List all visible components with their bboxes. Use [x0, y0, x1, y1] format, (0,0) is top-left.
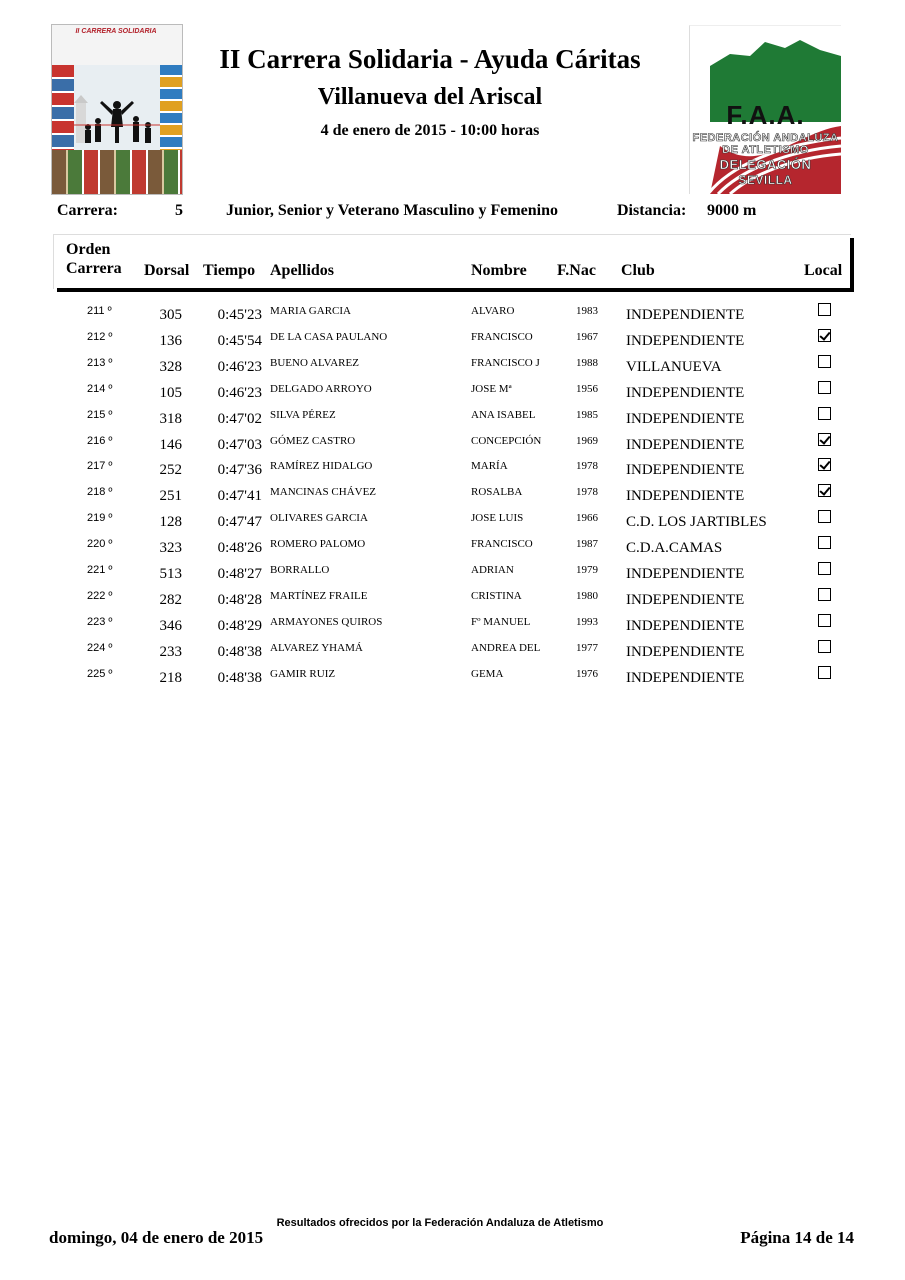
footer-note: Resultados ofrecidos por la Federación Andaluza de Atletismo: [276, 1217, 604, 1229]
cell-apellidos: GAMIR RUIZ: [270, 667, 336, 680]
cell-club: INDEPENDIENTE: [626, 591, 745, 608]
col-header-fnac: F.Nac: [557, 262, 596, 279]
cell-fnac: 1983: [576, 305, 598, 317]
cell-dorsal: 305: [159, 307, 182, 323]
cell-apellidos: MANCINAS CHÁVEZ: [270, 486, 377, 499]
faa-logo: [689, 25, 841, 194]
cell-nombre: CRISTINA: [471, 589, 522, 602]
cell-nombre: FRANCISCO J: [471, 356, 540, 369]
cell-fnac: 1988: [576, 356, 598, 369]
cell-nombre: MARÍA: [471, 460, 508, 473]
cell-club: INDEPENDIENTE: [626, 488, 745, 505]
table-row: [0, 354, 905, 380]
table-row: [0, 406, 905, 432]
table-row: [0, 639, 905, 665]
cell-fnac: 1976: [576, 667, 598, 680]
cell-orden: 215 º: [87, 408, 113, 421]
cell-tiempo: 0:46'23: [217, 384, 262, 401]
logo-text-line: DELEGACIÓN: [719, 157, 812, 172]
cell-club: C.D. LOS JARTIBLES: [626, 514, 767, 531]
cell-dorsal: 513: [159, 566, 182, 582]
local-checkbox[interactable]: [818, 588, 831, 601]
col-header-nombre: Nombre: [471, 262, 527, 279]
cell-fnac: 1966: [576, 512, 598, 525]
cell-tiempo: 0:48'29: [217, 617, 262, 634]
cell-dorsal: 323: [159, 540, 182, 557]
logo-text-line: SEVILLA: [738, 173, 793, 187]
cell-tiempo: 0:48'38: [217, 669, 262, 686]
cell-apellidos: OLIVARES GARCIA: [270, 512, 368, 525]
cell-tiempo: 0:48'26: [217, 540, 262, 557]
runners-silhouette-icon: [74, 95, 160, 150]
cell-club: INDEPENDIENTE: [626, 332, 745, 349]
cell-dorsal: 328: [159, 358, 182, 375]
cell-tiempo: 0:45'23: [217, 307, 262, 323]
event-location: Villanueva del Ariscal: [317, 84, 543, 110]
footer-date: domingo, 04 de enero de 2015: [49, 1228, 264, 1247]
cell-apellidos: MARTÍNEZ FRAILE: [270, 589, 368, 602]
cell-apellidos: BORRALLO: [270, 564, 330, 576]
logo-text-line: FEDERACIÓN ANDALUZA: [692, 132, 839, 144]
table-row: [0, 457, 905, 483]
cell-nombre: ANA ISABEL: [471, 408, 536, 421]
col-header-dorsal: Dorsal: [144, 262, 190, 279]
table-row: [0, 587, 905, 613]
local-checkbox[interactable]: [818, 536, 831, 549]
event-poster-image: [51, 24, 183, 195]
table-row: [0, 380, 905, 406]
cell-club: VILLANUEVA: [626, 358, 722, 375]
local-checkbox-checked[interactable]: [818, 433, 831, 446]
cell-fnac: 1977: [576, 641, 598, 654]
cell-dorsal: 136: [159, 332, 182, 349]
cell-tiempo: 0:47'41: [217, 488, 262, 505]
cell-orden: 213 º: [87, 356, 113, 369]
logo-abbreviation: F.A.A.: [726, 100, 805, 130]
cell-fnac: 1993: [576, 615, 598, 628]
cell-club: INDEPENDIENTE: [626, 462, 745, 479]
cell-fnac: 1985: [576, 408, 598, 421]
cell-club: INDEPENDIENTE: [626, 669, 745, 686]
cell-fnac: 1979: [576, 564, 598, 576]
cell-orden: 212 º: [87, 330, 113, 343]
cell-apellidos: ROMERO PALOMO: [270, 538, 366, 551]
cell-nombre: ALVARO: [471, 305, 515, 317]
cell-tiempo: 0:47'03: [217, 436, 262, 453]
cell-orden: 214 º: [87, 382, 113, 395]
col-header-tiempo: Tiempo: [203, 262, 256, 279]
cell-club: INDEPENDIENTE: [626, 307, 745, 323]
poster-sponsor-logos: [52, 150, 182, 194]
cell-orden: 225 º: [87, 667, 113, 680]
header-shadow: [57, 288, 854, 292]
cell-orden: 218 º: [87, 486, 113, 499]
cell-orden: 223 º: [87, 615, 113, 628]
cell-tiempo: 0:48'38: [217, 643, 262, 660]
cell-apellidos: ALVAREZ YHAMÁ: [270, 641, 363, 654]
local-checkbox[interactable]: [818, 666, 831, 679]
race-label: Carrera:: [57, 202, 118, 219]
cell-tiempo: 0:47'36: [217, 462, 262, 479]
cell-tiempo: 0:47'02: [217, 410, 262, 427]
cell-dorsal: 251: [159, 488, 182, 505]
cell-orden: 222 º: [87, 589, 113, 602]
local-checkbox[interactable]: [818, 381, 831, 394]
cell-nombre: Fº MANUEL: [471, 615, 531, 628]
cell-orden: 211 º: [87, 305, 112, 317]
page-number: Página 14 de 14: [740, 1228, 854, 1247]
cell-apellidos: SILVA PÉREZ: [270, 408, 336, 421]
local-checkbox[interactable]: [818, 303, 831, 316]
cell-club: INDEPENDIENTE: [626, 410, 745, 427]
cell-orden: 221 º: [87, 564, 113, 576]
cell-tiempo: 0:45'54: [217, 332, 262, 349]
cell-dorsal: 105: [159, 384, 182, 401]
cell-fnac: 1980: [576, 589, 598, 602]
cell-nombre: FRANCISCO: [471, 330, 533, 343]
cell-fnac: 1967: [576, 330, 598, 343]
table-row: [0, 665, 905, 691]
col-header-carrera: Carrera: [66, 260, 122, 277]
cell-tiempo: 0:48'28: [217, 591, 262, 608]
col-header-local: Local: [804, 262, 843, 279]
col-header-club: Club: [621, 262, 655, 279]
poster-title: II CARRERA SOLIDARIA: [75, 28, 157, 35]
cell-dorsal: 146: [159, 436, 182, 453]
table-row: [0, 483, 905, 509]
col-header-apellidos: Apellidos: [270, 262, 335, 279]
local-checkbox-checked[interactable]: [818, 458, 831, 471]
cell-fnac: 1969: [576, 434, 598, 447]
cell-dorsal: 218: [159, 669, 182, 686]
cell-dorsal: 128: [159, 514, 182, 531]
local-checkbox[interactable]: [818, 510, 831, 523]
table-row: [0, 302, 905, 328]
cell-orden: 220 º: [87, 538, 113, 551]
event-datetime: 4 de enero de 2015 - 10:00 horas: [320, 122, 540, 139]
cell-dorsal: 252: [159, 462, 182, 479]
cell-club: INDEPENDIENTE: [626, 566, 745, 582]
local-checkbox[interactable]: [818, 640, 831, 653]
cell-apellidos: MARIA GARCIA: [270, 305, 351, 317]
cell-nombre: ANDREA DEL: [471, 641, 541, 654]
cell-club: INDEPENDIENTE: [626, 384, 745, 401]
cell-dorsal: 282: [159, 591, 182, 608]
cell-fnac: 1956: [576, 382, 598, 395]
cell-nombre: GEMA: [471, 667, 504, 680]
cell-nombre: CONCEPCIÓN: [471, 434, 542, 447]
cell-nombre: ROSALBA: [471, 486, 523, 499]
cell-fnac: 1978: [576, 486, 598, 499]
distance-value: 9000 m: [707, 202, 757, 219]
cell-nombre: FRANCISCO: [471, 538, 533, 551]
page-title: II Carrera Solidaria - Ayuda Cáritas: [219, 44, 641, 74]
header-shadow: [850, 238, 854, 292]
cell-club: INDEPENDIENTE: [626, 617, 745, 634]
cell-dorsal: 318: [159, 410, 182, 427]
cell-orden: 219 º: [87, 512, 113, 525]
cell-apellidos: GÓMEZ CASTRO: [270, 434, 356, 447]
local-checkbox[interactable]: [818, 355, 831, 368]
local-checkbox[interactable]: [818, 407, 831, 420]
cell-apellidos: DE LA CASA PAULANO: [270, 330, 388, 343]
cell-apellidos: RAMÍREZ HIDALGO: [270, 460, 373, 473]
cell-apellidos: ARMAYONES QUIROS: [270, 615, 383, 628]
cell-dorsal: 346: [159, 617, 182, 634]
cell-apellidos: BUENO ALVAREZ: [270, 356, 359, 369]
cell-nombre: JOSE LUIS: [471, 512, 524, 525]
cell-orden: 224 º: [87, 641, 113, 654]
cell-dorsal: 233: [159, 643, 182, 660]
cell-tiempo: 0:47'47: [217, 514, 262, 531]
cell-nombre: ADRIAN: [471, 564, 514, 576]
local-checkbox[interactable]: [818, 562, 831, 575]
local-checkbox-checked[interactable]: [818, 329, 831, 342]
cell-orden: 217 º: [87, 460, 113, 473]
cell-apellidos: DELGADO ARROYO: [270, 382, 372, 395]
local-checkbox[interactable]: [818, 614, 831, 627]
logo-text-line: DE ATLETISMO: [722, 144, 809, 156]
poster-header: [52, 25, 182, 65]
table-row: [0, 432, 905, 458]
cell-club: C.D.A.CAMAS: [626, 540, 723, 557]
cell-club: INDEPENDIENTE: [626, 643, 745, 660]
cell-fnac: 1978: [576, 460, 598, 473]
table-row: [0, 613, 905, 639]
col-header-orden: Orden: [66, 241, 111, 258]
cell-nombre: JOSE Mª: [471, 382, 512, 395]
cell-tiempo: 0:48'27: [217, 566, 262, 582]
race-category: Junior, Senior y Veterano Masculino y Femenino: [226, 202, 559, 219]
distance-label: Distancia:: [617, 202, 687, 219]
cell-fnac: 1987: [576, 538, 598, 551]
race-number: 5: [175, 202, 183, 219]
table-row: [0, 328, 905, 354]
table-row: [0, 509, 905, 535]
local-checkbox-checked[interactable]: [818, 484, 831, 497]
cell-orden: 216 º: [87, 434, 113, 447]
table-row: [0, 561, 905, 587]
table-row: [0, 535, 905, 561]
cell-tiempo: 0:46'23: [217, 358, 262, 375]
cell-club: INDEPENDIENTE: [626, 436, 745, 453]
